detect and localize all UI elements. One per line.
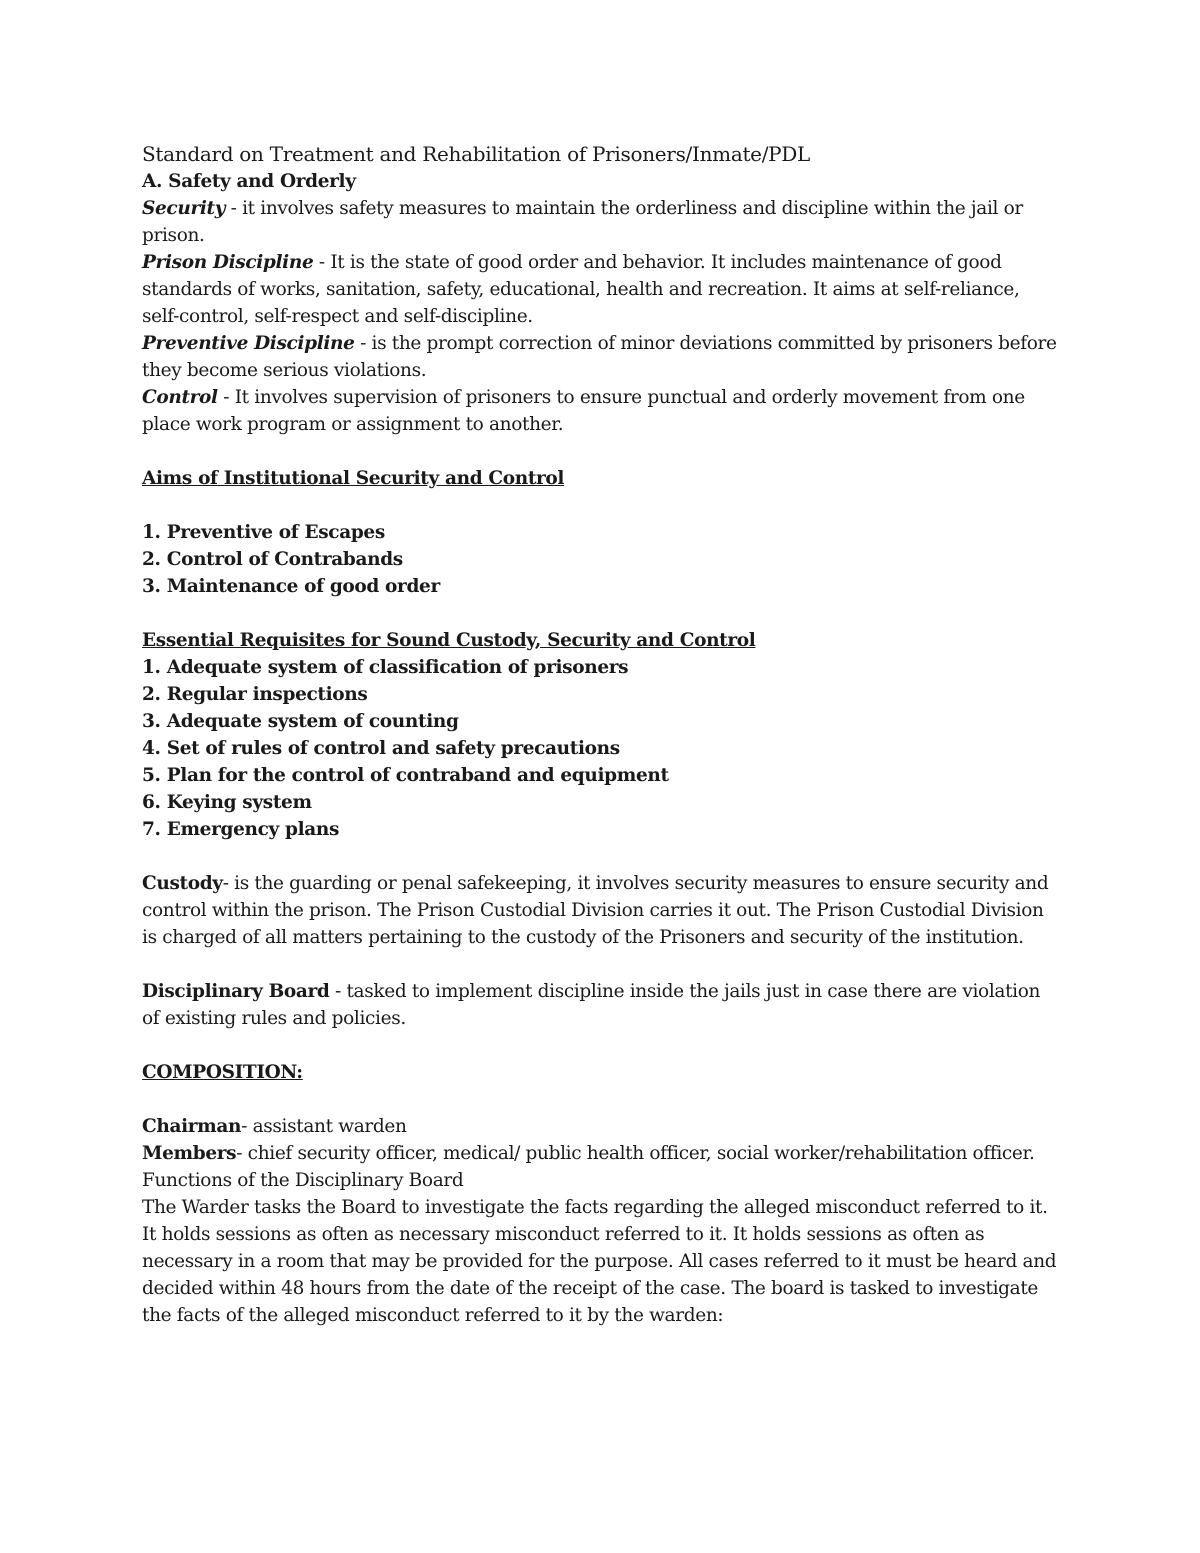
composition-heading: COMPOSITION: bbox=[142, 1062, 303, 1083]
prison-discipline-text: - It is the state of good order and behavior. It includes maintenance of good standards of works, sanitation, safety, educational, health and recreation. It aims at self-reliance, self-control, self-respect and self-discipline. bbox=[142, 252, 1020, 327]
disciplinary-board-term: Disciplinary Board bbox=[142, 981, 330, 1002]
security-term: Security bbox=[142, 198, 226, 219]
preventive-discipline-term: Preventive Discipline bbox=[142, 333, 355, 354]
prison-discipline-term: Prison Discipline bbox=[142, 252, 314, 273]
security-definition bbox=[142, 195, 1057, 249]
chairman-line bbox=[142, 1113, 1057, 1140]
chairman-term: Chairman bbox=[142, 1116, 242, 1137]
requisites-item: 3. Adequate system of counting bbox=[142, 711, 459, 732]
disciplinary-board-text: - tasked to implement discipline inside the jails just in case there are violation of existing rules and policies. bbox=[142, 981, 1041, 1029]
requisites-item: 5. Plan for the control of contraband and equipment bbox=[142, 765, 669, 786]
custody-text: - is the guarding or penal safekeeping, it involves security measures to ensure security and control within the prison. The Prison Custodial Division carries it out. The Prison Custodial Division is charged of all matters pertaining to the custody of the Prisoners and security of the institution. bbox=[142, 873, 1049, 948]
requisites-item: 2. Regular inspections bbox=[142, 684, 368, 705]
requisites-heading: Essential Requisites for Sound Custody, Security and Control bbox=[142, 630, 756, 651]
members-term: Members bbox=[142, 1143, 237, 1164]
document-title: Standard on Treatment and Rehabilitation of Prisoners/Inmate/PDL bbox=[142, 142, 811, 166]
control-text: - It involves supervision of prisoners to ensure punctual and orderly movement from one place work program or assignment to another. bbox=[142, 387, 1025, 435]
members-text: - chief security officer, medical/ public health officer, social worker/rehabilitation officer. bbox=[236, 1143, 1035, 1164]
chairman-text: - assistant warden bbox=[241, 1116, 407, 1137]
requisites-item: 4. Set of rules of control and safety precautions bbox=[142, 738, 620, 759]
control-term: Control bbox=[142, 387, 218, 408]
members-line bbox=[142, 1140, 1057, 1167]
requisites-item: 6. Keying system bbox=[142, 792, 312, 813]
requisites-item: 1. Adequate system of classification of prisoners bbox=[142, 657, 629, 678]
preventive-discipline-definition bbox=[142, 330, 1057, 384]
aims-item: 3. Maintenance of good order bbox=[142, 576, 440, 597]
aims-heading: Aims of Institutional Security and Control bbox=[142, 468, 565, 489]
preventive-discipline-text: - is the prompt correction of minor deviations committed by prisoners before they become serious violations. bbox=[142, 333, 1057, 381]
requisites-item: 7. Emergency plans bbox=[142, 819, 340, 840]
prison-discipline-definition bbox=[142, 249, 1057, 330]
disciplinary-board-definition bbox=[142, 978, 1057, 1032]
section-safety-heading: A. Safety and Orderly bbox=[142, 171, 356, 192]
aims-item: 2. Control of Contrabands bbox=[142, 549, 403, 570]
functions-paragraph: The Warder tasks the Board to investigate the facts regarding the alleged misconduct referred to it. It holds sessions as often as necessary misconduct referred to it. It holds sessions as often as necessary in a room that may be provided for the purpose. All cases referred to it must be heard and decided within 48 hours from the date of the receipt of the case. The board is tasked to investigate the facts of the alleged misconduct referred to it by the warden: bbox=[142, 1197, 1057, 1326]
custody-definition bbox=[142, 870, 1057, 951]
security-text: - it involves safety measures to maintain the orderliness and discipline within the jail or prison. bbox=[142, 198, 1023, 246]
functions-heading: Functions of the Disciplinary Board bbox=[142, 1170, 464, 1191]
aims-item: 1. Preventive of Escapes bbox=[142, 522, 385, 543]
control-definition bbox=[142, 384, 1057, 438]
document-page bbox=[142, 140, 1057, 1329]
custody-term: Custody bbox=[142, 873, 223, 894]
